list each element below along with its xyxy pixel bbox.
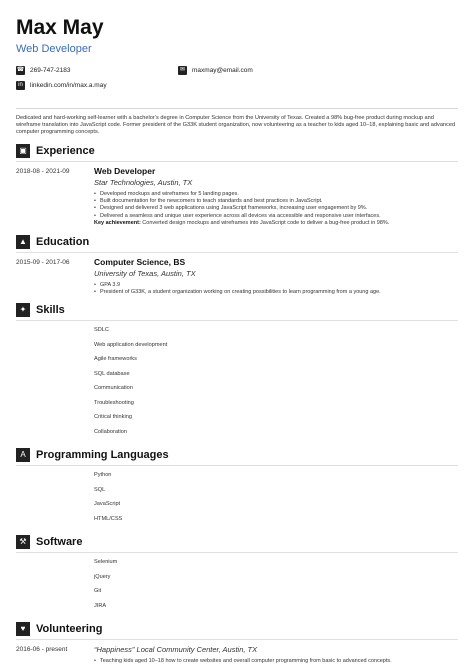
degree-title: Computer Science, BS: [94, 256, 186, 267]
phone-text: 269-747-2183: [30, 67, 71, 74]
divider: [16, 552, 458, 553]
section-title: Experience: [36, 144, 95, 157]
list-item: Troubleshooting: [94, 399, 134, 406]
experience-header: [16, 143, 458, 159]
list-item: • President of G33K, a student organization working on creating possibilities to learn programming from a young age.: [94, 289, 458, 296]
candidate-name: Max May: [16, 16, 104, 39]
bullet-list: [94, 282, 458, 297]
email-text: maxmay@email.com: [192, 67, 253, 74]
list-item: JavaScript: [94, 501, 121, 508]
divider: [16, 639, 458, 640]
envelope-icon: ✉: [179, 67, 186, 73]
volunteering-header: [16, 621, 458, 637]
list-item: Agile frameworks: [94, 356, 137, 363]
bullet-list: [94, 658, 458, 665]
skills-section: [16, 302, 458, 441]
languages-header: [16, 447, 458, 463]
company-name: Star Technologies, Austin, TX: [94, 177, 193, 187]
list-item: Critical thinking: [94, 414, 132, 421]
skills-list: [94, 325, 458, 441]
list-item: Web application development: [94, 341, 168, 348]
translate-icon: A: [16, 448, 30, 462]
languages-list: [94, 470, 458, 528]
contact-info: [16, 66, 458, 102]
list-item: Selenium: [94, 559, 118, 566]
experience-entry: [16, 166, 458, 228]
summary-text: Dedicated and hard-working self-learner with a bachelor’s degree in Computer Science from the University of Texas. Created a 98% bug-free product during mockup and wireframe translation into JavaScript code. Former president of the G33K student organization, now volunteering as a teacher to kids aged 10–18, explaining basic and advanced computer programming concepts.: [16, 115, 456, 136]
software-list: [94, 557, 458, 615]
list-item: • Teaching kids aged 10–18 how to create websites and overall computer programming from basic to advanced concepts.: [94, 658, 458, 665]
section-title: Programming Languages: [36, 449, 169, 462]
list-item: JIRA: [94, 602, 107, 609]
contact-email: [178, 66, 253, 75]
bullet-list: [94, 191, 458, 221]
education-section: [16, 234, 458, 297]
education-header: [16, 234, 458, 250]
linkedin-icon: in: [16, 81, 25, 90]
experience-section: [16, 143, 458, 228]
software-header: [16, 534, 458, 550]
briefcase-icon: ▣: [16, 144, 30, 158]
list-item: SQL: [94, 486, 106, 493]
divider: [16, 108, 458, 109]
tools-icon: ⚒: [16, 535, 30, 549]
entry-dates: 2015-09 - 2017-06: [16, 258, 70, 266]
heart-icon: ♥: [16, 622, 30, 636]
volunteering-entry: [16, 644, 458, 665]
list-item: • Built documentation for the newcomers to teach standards and best practices in JavaScript.: [94, 198, 458, 205]
contact-phone: [16, 66, 70, 75]
divider: [16, 465, 458, 466]
entry-dates: 2016-06 - present: [16, 646, 68, 654]
contact-linkedin: [16, 81, 107, 90]
list-item: • Designed and delivered 3 web applications using JavaScript frameworks, increasing user engagement by 9%.: [94, 205, 458, 212]
school-name: University of Texas, Austin, TX: [94, 268, 196, 278]
section-title: Volunteering: [36, 623, 103, 636]
key-achievement-label: Key achievement:: [94, 220, 141, 227]
section-title: Education: [36, 235, 90, 248]
linkedin-text: linkedin.com/in/max.a.may: [30, 82, 107, 89]
list-item: • Delivered a seamless and unique user experience across all devices via accessible and responsive user interfaces.: [94, 213, 458, 220]
software-section: [16, 534, 458, 615]
list-item: HTML/CSS: [94, 515, 123, 522]
divider: [16, 252, 458, 253]
list-item: • Developed mockups and wireframes for 5 landing pages.: [94, 191, 458, 198]
list-item: SDLC: [94, 327, 109, 334]
graduation-cap-icon: ▲: [16, 235, 30, 249]
list-item: jQuery: [94, 573, 111, 580]
divider: [16, 161, 458, 162]
skills-header: [16, 302, 458, 318]
job-title: Web Developer: [94, 165, 156, 176]
list-item: SQL database: [94, 370, 130, 377]
phone-icon: ☎: [16, 67, 25, 73]
divider: [16, 320, 458, 321]
entry-dates: 2018-08 - 2021-09: [16, 167, 70, 175]
list-item: Git: [94, 588, 102, 595]
languages-section: [16, 447, 458, 528]
candidate-title: Web Developer: [16, 43, 92, 55]
list-item: • GPA 3.9: [94, 282, 458, 289]
key-achievement: [94, 220, 458, 227]
list-item: Communication: [94, 385, 133, 392]
education-entry: [16, 257, 458, 297]
list-item: Collaboration: [94, 428, 127, 435]
section-title: Skills: [36, 304, 65, 317]
lightbulb-icon: ✦: [16, 303, 30, 317]
key-achievement-text: Converted design mockups and wireframes into JavaScript code to deliver a bug-free product in 98%.: [140, 220, 390, 227]
organization-name: “Happiness” Local Community Center, Austin, TX: [94, 645, 258, 655]
list-item: Python: [94, 472, 112, 479]
volunteering-section: [16, 621, 458, 665]
section-title: Software: [36, 536, 83, 549]
